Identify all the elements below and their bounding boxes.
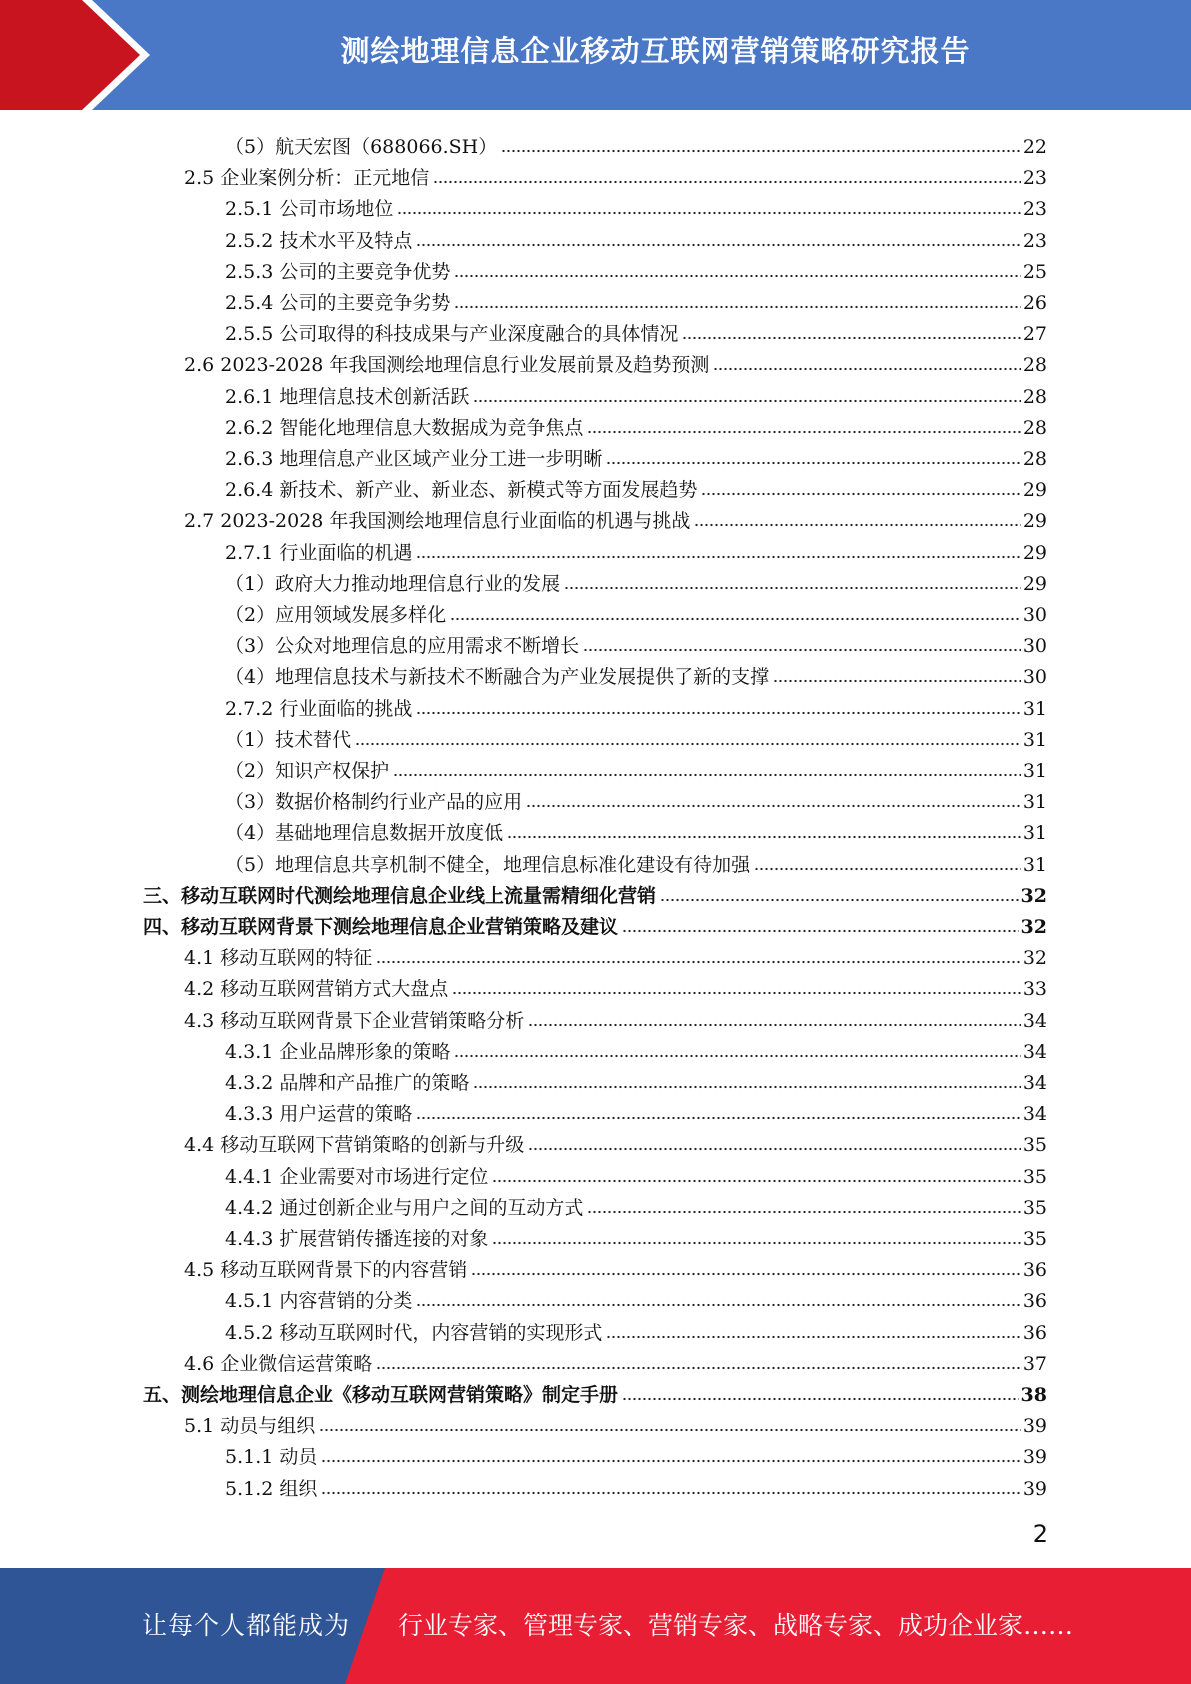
toc-entry-title: （4）地理信息技术与新技术不断融合为产业发展提供了新的支撑 (225, 666, 770, 689)
toc-entry-title: 2.6.1 地理信息技术创新活跃 (225, 385, 470, 408)
toc-entry-title: 4.5 移动互联网背景下的内容营销 (184, 1259, 468, 1282)
toc-entry[interactable] (225, 1438, 1047, 1469)
footer-slogan-right: 行业专家、管理专家、营销专家、战略专家、成功企业家…… (398, 1611, 1074, 1640)
toc-leader-dots (450, 616, 1021, 622)
toc-entry[interactable] (225, 846, 1047, 877)
toc-leader-dots (416, 1115, 1020, 1121)
toc-entry[interactable] (225, 596, 1047, 627)
toc-entry-title: （5）航天宏图（688066.SH） (225, 136, 498, 158)
toc-entry-title: 4.3.2 品牌和产品推广的策略 (225, 1072, 470, 1094)
page-header (0, 0, 1191, 110)
toc-entry[interactable] (225, 1033, 1047, 1064)
toc-entry[interactable] (225, 534, 1047, 565)
toc-entry-page: 28 (1022, 416, 1047, 439)
toc-leader-dots (606, 460, 1020, 466)
toc-leader-dots (376, 1365, 1021, 1371)
toc-entry-title: （5）地理信息共享机制不健全，地理信息标准化建设有待加强 (225, 853, 751, 876)
toc-entry-title: （2）知识产权保护 (225, 760, 390, 782)
toc-leader-dots (754, 866, 1021, 872)
toc-entry-page: 31 (1022, 853, 1047, 876)
toc-entry-page: 35 (1022, 1165, 1047, 1188)
toc-entry-title: 2.7.2 行业面临的挑战 (225, 697, 413, 720)
toc-entry-title: 2.7 2023-2028 年我国测绘地理信息行业面临的机遇与挑战 (184, 510, 691, 533)
toc-entry-page: 31 (1022, 697, 1047, 720)
toc-entry-title: 2.5.1 公司市场地位 (225, 198, 394, 221)
toc-leader-dots (660, 897, 1019, 903)
toc-entry-title: 4.5.1 内容营销的分类 (225, 1290, 413, 1313)
toc-entry[interactable] (225, 440, 1047, 471)
footer-slogan-left: 让每个人都能成为 (142, 1611, 351, 1640)
toc-leader-dots (473, 1084, 1020, 1090)
toc-entry[interactable] (225, 1189, 1047, 1220)
toc-entry[interactable] (225, 315, 1047, 346)
toc-leader-dots (713, 366, 1020, 372)
toc-entry-title: 四、移动互联网背景下测绘地理信息企业营销策略及建议 (143, 916, 619, 938)
toc-entry-page: 35 (1022, 1196, 1047, 1219)
toc-leader-dots (526, 803, 1021, 809)
toc-leader-dots (416, 1302, 1020, 1308)
toc-entry[interactable] (225, 128, 1047, 159)
toc-entry-page: 39 (1022, 1415, 1047, 1438)
toc-entry[interactable] (225, 783, 1047, 814)
toc-entry-page: 36 (1022, 1321, 1047, 1344)
toc-entry[interactable] (225, 1220, 1047, 1251)
toc-entry-page: 35 (1022, 1134, 1047, 1157)
toc-leader-dots (492, 1178, 1020, 1184)
toc-entry-page: 25 (1022, 260, 1047, 283)
toc-entry-page: 30 (1022, 635, 1047, 658)
toc-entry-page: 34 (1022, 1040, 1047, 1063)
toc-entry-page: 28 (1022, 354, 1047, 377)
toc-entry-page: 32 (1022, 947, 1047, 970)
toc-entry[interactable] (184, 1345, 1047, 1376)
toc-entry-page: 36 (1022, 1290, 1047, 1313)
toc-entry[interactable] (184, 346, 1047, 377)
toc-leader-dots (773, 678, 1021, 684)
toc-leader-dots (507, 834, 1021, 840)
toc-entry-title: 2.6.3 地理信息产业区域产业分工进一步明晰 (225, 448, 603, 470)
toc-leader-dots (501, 148, 1021, 154)
toc-leader-dots (416, 554, 1020, 560)
toc-entry[interactable] (225, 690, 1047, 721)
toc-entry[interactable] (143, 1376, 1047, 1407)
report-title: 测绘地理信息企业移动互联网营销策略研究报告 (340, 34, 971, 68)
toc-entry[interactable] (225, 222, 1047, 253)
toc-entry-title: 4.3.1 企业品牌形象的策略 (225, 1040, 451, 1063)
toc-leader-dots (454, 273, 1020, 279)
toc-entry-page: 30 (1022, 604, 1047, 626)
toc-leader-dots (393, 772, 1021, 778)
toc-leader-dots (694, 522, 1020, 528)
toc-entry-title: 4.4.1 企业需要对市场进行定位 (225, 1165, 489, 1188)
toc-entry-page: 23 (1022, 198, 1047, 221)
toc-entry-page: 31 (1022, 791, 1047, 814)
toc-entry[interactable] (225, 1158, 1047, 1189)
toc-leader-dots (622, 1396, 1019, 1402)
toc-entry-title: 2.5.3 公司的主要竞争优势 (225, 260, 451, 283)
toc-entry[interactable] (225, 1095, 1047, 1126)
toc-leader-dots (452, 990, 1021, 996)
toc-entry-page: 39 (1022, 1446, 1047, 1469)
toc-entry-title: 五、测绘地理信息企业《移动互联网营销策略》制定手册 (143, 1384, 619, 1406)
toc-entry-page: 27 (1022, 323, 1047, 346)
toc-leader-dots (397, 210, 1020, 216)
toc-entry-page: 29 (1022, 510, 1047, 533)
toc-entry[interactable] (143, 908, 1047, 939)
toc-entry[interactable] (225, 409, 1047, 440)
toc-leader-dots (622, 928, 1019, 934)
toc-entry-title: 4.1 移动互联网的特征 (184, 947, 373, 970)
toc-entry-page: 22 (1022, 136, 1047, 158)
toc-entry-title: （1）技术替代 (225, 728, 352, 751)
toc-entry[interactable] (225, 1470, 1047, 1501)
toc-leader-dots (319, 1427, 1021, 1433)
page-number: 2 (1032, 1520, 1048, 1548)
toc-leader-dots (416, 242, 1020, 248)
toc-entry-page: 26 (1022, 292, 1047, 314)
toc-leader-dots (564, 585, 1021, 591)
toc-entry-page: 31 (1022, 822, 1047, 845)
toc-entry-page: 37 (1022, 1352, 1047, 1375)
toc-entry[interactable] (225, 627, 1047, 658)
toc-entry-title: 2.7.1 行业面临的机遇 (225, 541, 413, 564)
toc-leader-dots (528, 1146, 1021, 1152)
toc-leader-dots (701, 491, 1020, 497)
toc-leader-dots (471, 1271, 1021, 1277)
toc-entry-page: 29 (1022, 572, 1047, 595)
toc-entry-title: （4）基础地理信息数据开放度低 (225, 822, 504, 845)
toc-entry[interactable] (184, 159, 1047, 190)
toc-leader-dots (433, 179, 1021, 185)
toc-entry-page: 31 (1022, 728, 1047, 751)
toc-entry-title: 2.5.2 技术水平及特点 (225, 229, 413, 252)
toc-entry-page: 39 (1022, 1477, 1047, 1500)
toc-entry-title: 三、移动互联网时代测绘地理信息企业线上流量需精细化营销 (143, 884, 657, 907)
toc-leader-dots (454, 1053, 1020, 1059)
toc-entry-page: 33 (1022, 978, 1047, 1001)
toc-entry-title: 2.5.5 公司取得的科技成果与产业深度融合的具体情况 (225, 323, 679, 346)
toc-leader-dots (587, 1209, 1020, 1215)
toc-entry[interactable] (184, 970, 1047, 1001)
toc-entry-page: 38 (1020, 1384, 1047, 1406)
toc-leader-dots (321, 1458, 1020, 1464)
toc-entry-page: 35 (1022, 1228, 1047, 1250)
toc-entry-title: 4.4 移动互联网下营销策略的创新与升级 (184, 1134, 525, 1157)
toc-entry-page: 34 (1022, 1072, 1047, 1094)
toc-leader-dots (321, 1490, 1020, 1496)
toc-entry-title: 4.6 企业微信运营策略 (184, 1352, 373, 1375)
toc-entry-title: 2.6 2023-2028 年我国测绘地理信息行业发展前景及趋势预测 (184, 354, 710, 377)
toc-entry-title: 4.3 移动互联网背景下企业营销策略分析 (184, 1009, 525, 1032)
page-footer (0, 1568, 1191, 1684)
toc-entry-page: 29 (1022, 541, 1047, 564)
toc-entry[interactable] (143, 877, 1047, 908)
toc-entry-page: 34 (1022, 1103, 1047, 1126)
toc-entry[interactable] (184, 939, 1047, 970)
toc-entry[interactable] (225, 814, 1047, 845)
toc-entry[interactable] (184, 502, 1047, 533)
toc-leader-dots (376, 959, 1021, 965)
toc-entry-page: 29 (1022, 479, 1047, 502)
toc-entry-title: 4.5.2 移动互联网时代，内容营销的实现形式 (225, 1321, 603, 1344)
toc-entry-page: 32 (1020, 916, 1047, 938)
toc-leader-dots (606, 1334, 1020, 1340)
toc-entry[interactable] (225, 1064, 1047, 1095)
toc-entry[interactable] (184, 1251, 1047, 1282)
toc-entry-title: 4.3.3 用户运营的策略 (225, 1103, 413, 1126)
toc-leader-dots (355, 741, 1021, 747)
toc-entry-page: 31 (1022, 760, 1047, 782)
toc-leader-dots (583, 647, 1021, 653)
toc-entry-title: 4.4.3 扩展营销传播连接的对象 (225, 1228, 489, 1250)
toc-entry-title: （3）公众对地理信息的应用需求不断增长 (225, 635, 580, 658)
toc-leader-dots (492, 1240, 1020, 1246)
toc-entry-title: 2.6.4 新技术、新产业、新业态、新模式等方面发展趋势 (225, 479, 698, 502)
toc-entry-title: 5.1 动员与组织 (184, 1415, 316, 1438)
toc-entry-title: 4.2 移动互联网营销方式大盘点 (184, 978, 449, 1001)
toc-entry-page: 23 (1022, 167, 1047, 190)
toc-leader-dots (587, 429, 1020, 435)
toc-entry[interactable] (225, 658, 1047, 689)
toc-entry[interactable] (225, 284, 1047, 315)
toc-leader-dots (454, 304, 1020, 310)
toc-entry[interactable] (225, 253, 1047, 284)
toc-entry-page: 28 (1022, 448, 1047, 470)
toc-entry-title: 2.6.2 智能化地理信息大数据成为竞争焦点 (225, 416, 584, 439)
toc-entry-page: 30 (1022, 666, 1047, 689)
toc-entry-title: 4.4.2 通过创新企业与用户之间的互动方式 (225, 1196, 584, 1219)
toc-entry-title: （2）应用领域发展多样化 (225, 604, 447, 626)
toc-entry-title: （1）政府大力推动地理信息行业的发展 (225, 572, 561, 595)
toc-leader-dots (473, 398, 1020, 404)
toc-entry[interactable] (184, 1002, 1047, 1033)
toc-entry[interactable] (225, 471, 1047, 502)
toc-entry[interactable] (225, 1314, 1047, 1345)
toc-entry-title: 5.1.2 组织 (225, 1477, 318, 1500)
toc-entry[interactable] (225, 1282, 1047, 1313)
toc-entry-page: 36 (1022, 1259, 1047, 1282)
toc-entry-title: （3）数据价格制约行业产品的应用 (225, 791, 523, 814)
toc-entry-page: 23 (1022, 229, 1047, 252)
toc-entry-page: 32 (1020, 884, 1047, 907)
toc-entry[interactable] (225, 721, 1047, 752)
toc-entry[interactable] (184, 1407, 1047, 1438)
toc-entry-title: 2.5 企业案例分析：正元地信 (184, 167, 430, 190)
toc-entry-title: 5.1.1 动员 (225, 1446, 318, 1469)
toc-leader-dots (528, 1022, 1021, 1028)
toc-leader-dots (682, 335, 1020, 341)
toc-entry[interactable] (225, 378, 1047, 409)
toc-entry-title: 2.5.4 公司的主要竞争劣势 (225, 292, 451, 314)
toc-entry[interactable] (184, 1126, 1047, 1157)
toc-entry[interactable] (225, 565, 1047, 596)
toc-entry[interactable] (225, 190, 1047, 221)
toc-entry[interactable] (225, 752, 1047, 783)
toc-leader-dots (416, 710, 1020, 716)
toc-entry-page: 34 (1022, 1009, 1047, 1032)
toc-entry-page: 28 (1022, 385, 1047, 408)
